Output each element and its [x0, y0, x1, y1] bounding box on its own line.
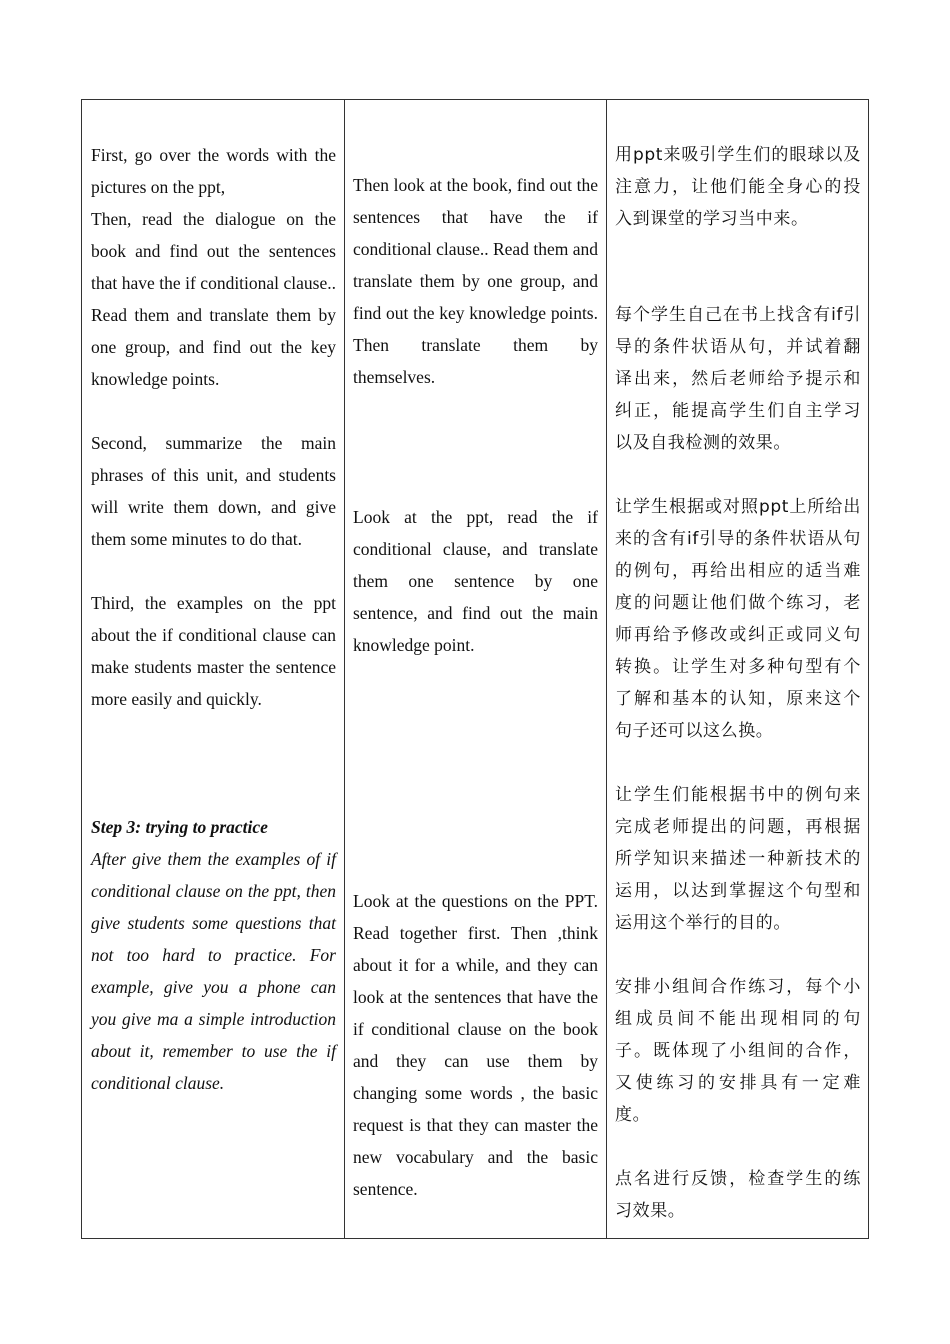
intent-paragraph: 用ppt来吸引学生们的眼球以及注意力，让他们能全身心的投入到课堂的学习当中来。: [615, 145, 861, 229]
intent-paragraph: 让学生们能根据书中的例句来完成老师提出的问题，再根据所学知识来描述一种新技术的运用，以达到掌握这个句型和运用这个举行的目的。: [615, 785, 861, 933]
student-paragraph: Look at the ppt, read the if conditional clause, and translate them one sentence by one sentence, and find out the main knowledge point.: [353, 507, 598, 655]
step-description: After give them the examples of if conditional clause on the ppt, then give students some questions that not too hard to practice. For example, give you a phone can you give ma a simple introduction about it, remember to use the if conditional clause.: [91, 849, 336, 1093]
step-heading: Step 3: trying to practice: [91, 817, 268, 837]
student-activity-cell: [344, 100, 606, 1238]
intent-paragraph: 让学生根据或对照ppt上所给出来的含有if引导的条件状语从句的例句，再给出相应的适当难度的问题让他们做个练习，老师再给予修改或纠正或同义句转换。让学生对多种句型有个了解和基本的认知，原来这个句子还可以这么换。: [615, 497, 861, 741]
student-paragraph: Look at the questions on the PPT. Read together first. Then ,think about it for a while, and they can look at the sentences that have the if conditional clause on the book and they can use them by changing some words , the basic request is that they can master the new vocabulary and the basic sentence.: [353, 891, 598, 1199]
activity-paragraph: First, go over the words with the pictures on the ppt,: [91, 145, 336, 197]
activity-paragraph: Second, summarize the main phrases of this unit, and students will write them down, and give them some minutes to do that.: [91, 433, 336, 549]
student-paragraph: Then look at the book, find out the sentences that have the if conditional clause.. Read them and translate them by one group, and find out the key knowledge points. Then translate them by themselves.: [353, 175, 598, 387]
design-intent-cell: [606, 100, 869, 1238]
activity-paragraph: Third, the examples on the ppt about the if conditional clause can make students master the sentence more easily and quickly.: [91, 593, 336, 709]
lesson-plan-table: [81, 99, 869, 1239]
intent-paragraph: 点名进行反馈，检查学生的练习效果。: [615, 1169, 861, 1221]
teacher-activity-cell: [82, 100, 344, 1238]
intent-paragraph: 每个学生自己在书上找含有if引导的条件状语从句，并试着翻译出来，然后老师给予提示和纠正，能提高学生们自主学习以及自我检测的效果。: [615, 305, 861, 453]
activity-paragraph: Then, read the dialogue on the book and find out the sentences that have the if conditional clause.. Read them and translate them by one group, and find out the key knowledge points.: [91, 209, 336, 389]
intent-paragraph: 安排小组间合作练习，每个小组成员间不能出现相同的句子。既体现了小组间的合作，又使练习的安排具有一定难度。: [615, 977, 861, 1125]
